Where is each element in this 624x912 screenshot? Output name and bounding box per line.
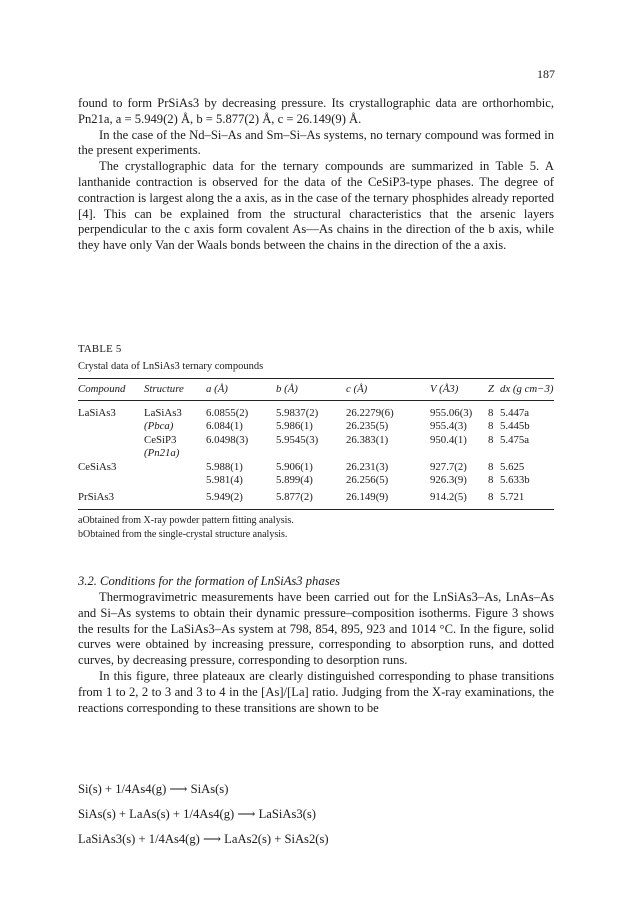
cell-compound (78, 434, 144, 448)
table-bottom-rule (78, 509, 554, 510)
cell-z: 8 (488, 460, 494, 473)
cell-z: 8 (488, 474, 494, 486)
table-footnotes (78, 514, 554, 541)
cell-b: 5.906(1) (276, 460, 313, 473)
cell-v: 955.4(3) (430, 420, 467, 432)
header-z: Z (488, 383, 495, 395)
cell-b: 5.899(4) (276, 474, 313, 486)
cell-structure (144, 461, 206, 475)
cell-structure: (Pn21a) (144, 447, 180, 459)
footnote-a: aObtained from X-ray powder pattern fitting analysis. (78, 515, 294, 526)
header-b: b (Å) (276, 383, 298, 395)
table-caption (78, 342, 554, 374)
table-header-row (78, 380, 554, 400)
paragraph-4: Thermogravimetric measurements have been carried out for the LnSiAs3–As, LnAs–As and Si–As systems to obtain their dynamic pressure–composition isotherms. Figure 3 shows the results for the LaSiAs3–As system at 798, 854, 895, 923 and 1014 °C. In the figure, solid curves were obtained by increasing pressure, corresponding to absorption runs, and dotted curves, by decreasing pressure, corresponding to desorption runs. (78, 590, 554, 668)
cell-b (276, 447, 346, 461)
cell-v: 926.3(9) (430, 474, 467, 486)
table-row (78, 488, 554, 505)
header-compound: Compound (78, 383, 126, 395)
table-row (78, 474, 554, 488)
equation-3: LaSiAs3(s) + 1/4As4(g) ⟶ LaAs2(s) + SiAs2(s) (78, 832, 329, 846)
cell-v: 927.7(2) (430, 460, 467, 473)
cell-compound (78, 447, 144, 461)
cell-dx: 5.633b (500, 474, 530, 486)
cell-b: 5.9545(3) (276, 433, 319, 446)
paragraph-1: found to form PrSiAs3 by decreasing pressure. Its crystallographic data are orthorhombic, Pn21a, a = 5.949(2) Å, b = 5.877(2) Å, c = 26.149(9) Å. (78, 96, 554, 126)
cell-a: 5.988(1) (206, 460, 243, 473)
body-text-bottom (78, 590, 554, 716)
header-c: c (Å) (346, 383, 368, 395)
table-row (78, 434, 554, 448)
body-text-top (78, 96, 554, 254)
cell-c: 26.231(3) (346, 460, 389, 473)
paragraph-3: The crystallographic data for the ternary compounds are summarized in Table 5. A lanthanide contraction is observed for the data of the CeSiP3-type phases. The degree of contraction is largest along the a axis, as in the case of the ternary phosphides already reported [4]. This can be explained from the structural characteristics that the arsenic layers perpendicular to the c axis form covalent As—As chains in the direction of the b axis, while they have only Van der Waals bonds between the chains in the direction of the a axis. (78, 159, 554, 253)
cell-compound (78, 474, 144, 488)
header-structure: Structure (144, 383, 184, 395)
cell-v: 914.2(5) (430, 490, 467, 503)
crystal-data-table (78, 380, 554, 504)
table-top-rule (78, 378, 554, 379)
cell-a: 6.0498(3) (206, 433, 249, 446)
cell-structure: (Pbca) (144, 420, 174, 432)
header-v: V (Å3) (430, 383, 459, 395)
header-a: a (Å) (206, 383, 228, 395)
reaction-equations (78, 782, 554, 857)
cell-c: 26.149(9) (346, 490, 389, 503)
equation-2: SiAs(s) + LaAs(s) + 1/4As4(g) ⟶ LaSiAs3(s) (78, 807, 316, 821)
header-dx: dx (g cm−3) (500, 383, 554, 395)
cell-dx: 5.447a (500, 406, 530, 419)
cell-c (346, 447, 430, 461)
cell-compound: PrSiAs3 (78, 490, 115, 503)
cell-z: 8 (488, 433, 494, 446)
cell-dx: 5.445b (500, 420, 530, 432)
cell-z: 8 (488, 406, 494, 419)
cell-c: 26.383(1) (346, 433, 389, 446)
cell-compound (78, 420, 144, 434)
cell-compound: CeSiAs3 (78, 460, 117, 473)
cell-compound: LaSiAs3 (78, 406, 116, 419)
cell-b: 5.877(2) (276, 490, 313, 503)
table-title: Crystal data of LnSiAs3 ternary compounds (78, 361, 264, 372)
cell-a: 6.084(1) (206, 420, 243, 432)
section-heading: 3.2. Conditions for the formation of LnSiAs3 phases (78, 574, 341, 588)
table-row (78, 420, 554, 434)
paragraph-2: In the case of the Nd–Si–As and Sm–Si–As systems, no ternary compound was formed in the present experiments. (78, 127, 554, 158)
cell-c: 26.256(5) (346, 474, 389, 486)
cell-dx (500, 447, 554, 461)
cell-structure (144, 474, 206, 488)
cell-c: 26.2279(6) (346, 406, 394, 419)
paragraph-5: In this figure, three plateaux are clearly distinguished corresponding to phase transitions from 1 to 2, 2 to 3 and 3 to 4 in the [As]/[La] ratio. Judging from the X-ray examinations, the reactions corresponding to these transitions are shown to be (78, 668, 554, 715)
cell-b: 5.9837(2) (276, 406, 319, 419)
cell-dx: 5.721 (500, 490, 525, 503)
table-row (78, 407, 554, 421)
cell-a: 5.981(4) (206, 474, 243, 486)
cell-a: 5.949(2) (206, 490, 243, 503)
cell-v: 955.06(3) (430, 406, 473, 419)
table-row (78, 447, 554, 461)
cell-b: 5.986(1) (276, 420, 313, 432)
cell-a: 6.0855(2) (206, 406, 249, 419)
cell-z: 8 (488, 490, 494, 503)
cell-z: 8 (488, 420, 494, 432)
page-number: 187 (537, 67, 555, 81)
cell-dx: 5.475a (500, 433, 530, 446)
cell-structure: CeSiP3 (144, 433, 177, 446)
cell-structure (144, 488, 206, 505)
footnote-b: bObtained from the single-crystal structure analysis. (78, 528, 288, 540)
equation-1: Si(s) + 1/4As4(g) ⟶ SiAs(s) (78, 782, 229, 796)
cell-structure: LaSiAs3 (144, 406, 182, 419)
cell-z (488, 447, 500, 461)
cell-c: 26.235(5) (346, 420, 389, 432)
table-label: TABLE 5 (78, 343, 122, 355)
cell-dx: 5.625 (500, 460, 525, 473)
cell-v (430, 447, 488, 461)
cell-v: 950.4(1) (430, 433, 467, 446)
table-row (78, 461, 554, 475)
cell-a (206, 447, 276, 461)
